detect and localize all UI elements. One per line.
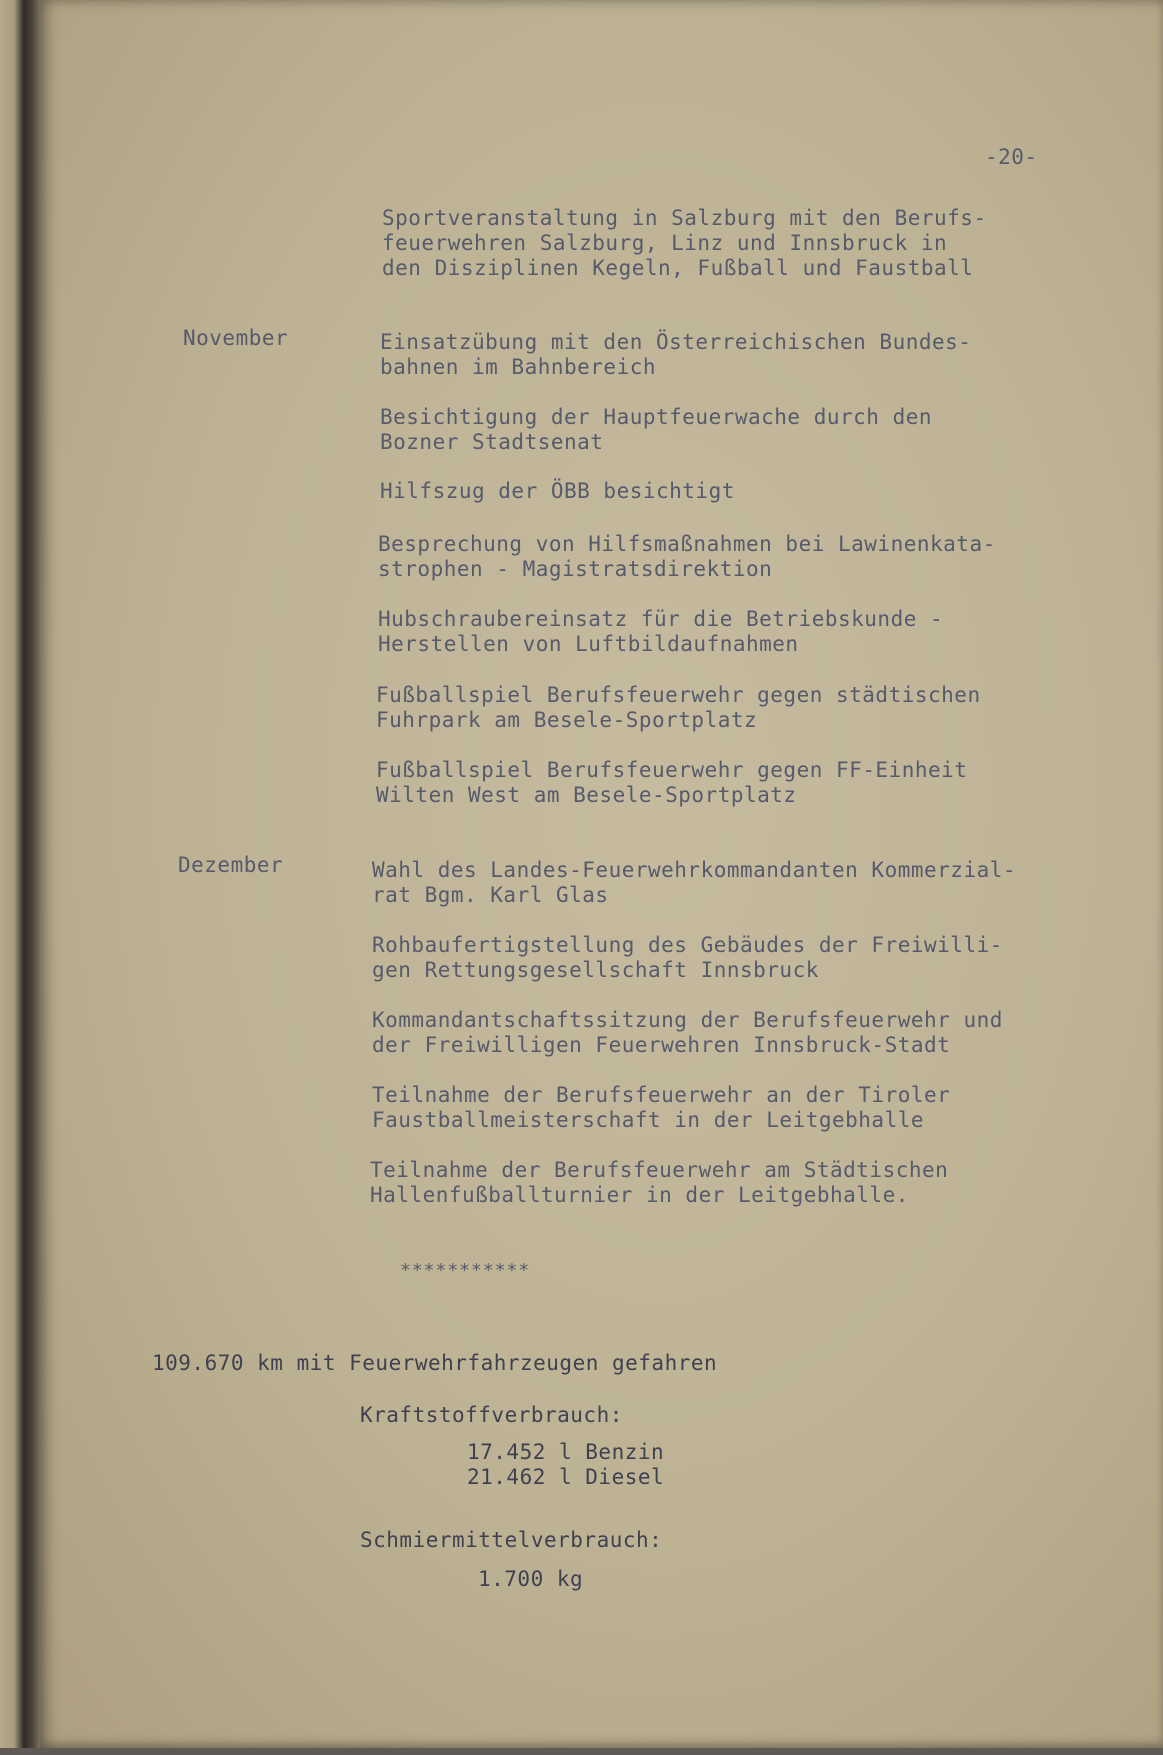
entry-line: Bozner Stadtsenat [380, 430, 604, 454]
entry-line: Teilnahme der Berufsfeuerwehr am Städtischen [370, 1158, 949, 1182]
entry-line: Besichtigung der Hauptfeuerwache durch den [380, 405, 933, 429]
fuel-line: 17.452 l Benzin [467, 1440, 665, 1464]
entry-line: bahnen im Bahnbereich [380, 355, 657, 379]
entry-line: Sportveranstaltung in Salzburg mit den Berufs- [382, 206, 987, 230]
entry-line: Fuhrpark am Besele-Sportplatz [376, 708, 758, 732]
entry-line: Hubschraubereinsatz für die Betriebskunde - [378, 607, 944, 631]
entry-line: gen Rettungsgesellschaft Innsbruck [372, 958, 819, 982]
entry-line: den Disziplinen Kegeln, Fußball und Faustball [382, 256, 974, 280]
entry-line: Teilnahme der Berufsfeuerwehr an der Tiroler [372, 1083, 951, 1107]
lubricant-value: 1.700 kg [478, 1567, 584, 1591]
lubricant-heading: Schmiermittelverbrauch: [360, 1528, 663, 1552]
entry-line: Faustballmeisterschaft in der Leitgebhalle [372, 1108, 925, 1132]
entry-line: Wilten West am Besele-Sportplatz [376, 783, 797, 807]
separator: *********** [400, 1260, 531, 1281]
entry-line: Fußballspiel Berufsfeuerwehr gegen städtischen [376, 683, 981, 707]
entry-line: Fußballspiel Berufsfeuerwehr gegen FF-Einheit [376, 758, 968, 782]
mileage-line: 109.670 km mit Feuerwehrfahrzeugen gefahren [152, 1351, 718, 1375]
entry-line: Besprechung von Hilfsmaßnahmen bei Lawinenkata- [378, 532, 996, 556]
book-spine [0, 0, 40, 1755]
fuel-heading: Kraftstoffverbrauch: [360, 1403, 623, 1427]
entry-line: rat Bgm. Karl Glas [372, 883, 609, 907]
entry-line: strophen - Magistratsdirektion [378, 557, 773, 581]
fuel-line: 21.462 l Diesel [467, 1465, 665, 1489]
entry-line: Rohbaufertigstellung des Gebäudes der Freiwilli- [372, 933, 1003, 957]
entry-line: Hilfszug der ÖBB besichtigt [380, 479, 735, 503]
entry-line: Wahl des Landes-Feuerwehrkommandanten Kommerzial- [372, 858, 1017, 882]
entry-line: Hallenfußballturnier in der Leitgebhalle. [370, 1183, 909, 1207]
page-bottom-edge [0, 1748, 1163, 1755]
page-number: -20- [985, 145, 1038, 169]
entry-line: Einsatzübung mit den Österreichischen Bundes- [380, 330, 972, 354]
entry-line: feuerwehren Salzburg, Linz und Innsbruck in [382, 231, 948, 255]
entry-line: der Freiwilligen Feuerwehren Innsbruck-Stadt [372, 1033, 951, 1057]
entry-line: Kommandantschaftssitzung der Berufsfeuerwehr und [372, 1008, 1003, 1032]
month-label: November [183, 326, 289, 350]
month-label: Dezember [178, 853, 284, 877]
entry-line: Herstellen von Luftbildaufnahmen [378, 632, 799, 656]
